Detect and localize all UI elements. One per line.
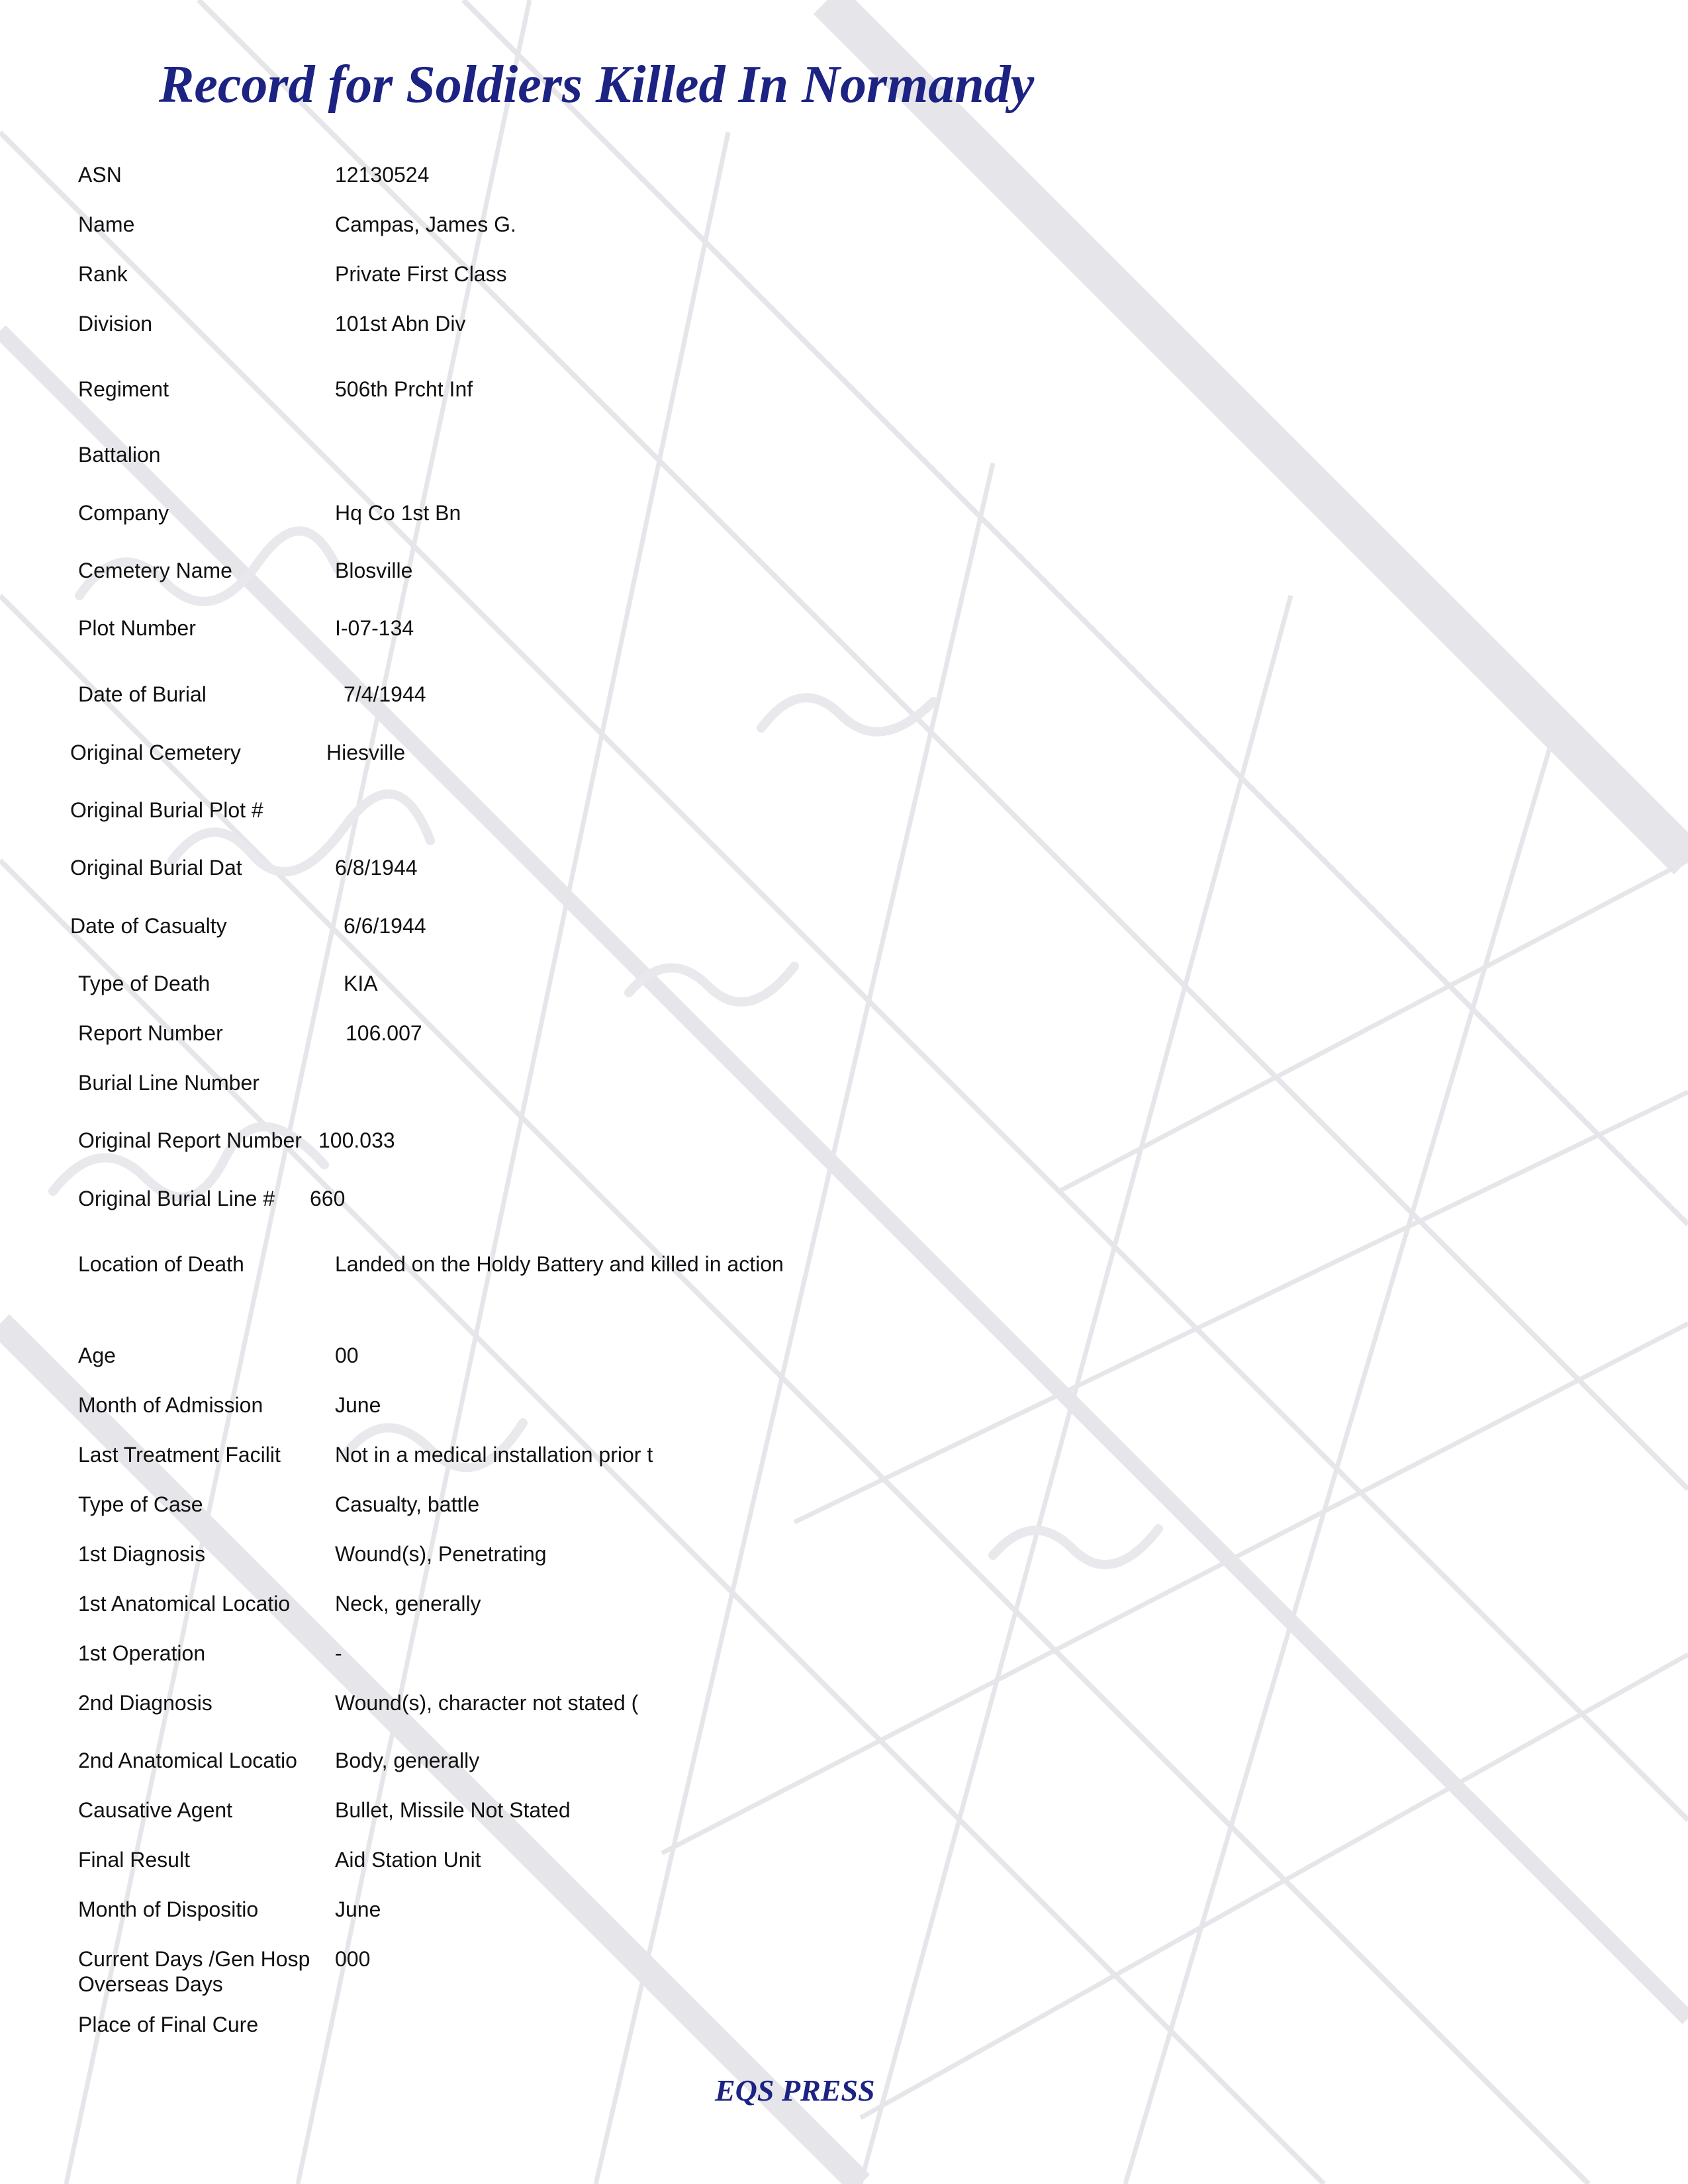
- field-value-original-burial-line: 660: [310, 1187, 346, 1210]
- field-value-company: Hq Co 1st Bn: [335, 501, 461, 525]
- field-value-rank: Private First Class: [335, 262, 507, 286]
- field-value-final-result: Aid Station Unit: [335, 1848, 481, 1872]
- field-label-type-of-case: Type of Case: [78, 1492, 203, 1516]
- field-value-date-of-casualty: 6/6/1944: [344, 914, 426, 938]
- field-value-1st-diagnosis: Wound(s), Penetrating: [335, 1542, 547, 1566]
- field-label-name: Name: [78, 212, 135, 236]
- field-label-age: Age: [78, 1343, 116, 1367]
- field-label-division: Division: [78, 312, 153, 336]
- field-label-date-of-burial: Date of Burial: [78, 682, 207, 706]
- field-label-date-of-casualty: Date of Casualty: [70, 914, 227, 938]
- field-value-causative-agent: Bullet, Missile Not Stated: [335, 1798, 571, 1822]
- page-title: Record for Soldiers Killed In Normandy: [159, 56, 1035, 114]
- field-value-report-number: 106.007: [346, 1021, 422, 1045]
- field-label-last-treatment-facility: Last Treatment Facilit: [78, 1443, 281, 1467]
- field-label-asn: ASN: [78, 163, 122, 187]
- field-label-place-of-final-cure: Place of Final Cure: [78, 2013, 259, 2036]
- field-label-report-number: Report Number: [78, 1021, 223, 1045]
- field-value-regiment: 506th Prcht Inf: [335, 377, 473, 401]
- field-label-original-cemetery: Original Cemetery: [70, 741, 241, 764]
- field-label-plot-number: Plot Number: [78, 616, 196, 640]
- field-label-overseas-days: Overseas Days: [78, 1972, 223, 1996]
- field-label-1st-anatomical-location: 1st Anatomical Locatio: [78, 1592, 291, 1615]
- field-label-company: Company: [78, 501, 169, 525]
- field-label-burial-line-number: Burial Line Number: [78, 1071, 259, 1095]
- field-value-cemetery-name: Blosville: [335, 559, 413, 582]
- field-label-original-burial-plot: Original Burial Plot #: [70, 798, 263, 822]
- field-label-month-of-admission: Month of Admission: [78, 1393, 263, 1417]
- field-label-2nd-diagnosis: 2nd Diagnosis: [78, 1691, 212, 1715]
- field-value-2nd-anatomical-location: Body, generally: [335, 1749, 480, 1772]
- field-label-1st-operation: 1st Operation: [78, 1641, 206, 1665]
- field-label-1st-diagnosis: 1st Diagnosis: [78, 1542, 206, 1566]
- field-label-original-burial-date: Original Burial Dat: [70, 856, 242, 880]
- field-value-name: Campas, James G.: [335, 212, 516, 236]
- field-value-original-cemetery: Hiesville: [326, 741, 406, 764]
- field-label-regiment: Regiment: [78, 377, 169, 401]
- field-value-asn: 12130524: [335, 163, 430, 187]
- field-value-1st-operation: -: [335, 1641, 342, 1665]
- field-label-month-of-disposition: Month of Dispositio: [78, 1897, 259, 1921]
- field-label-battalion: Battalion: [78, 443, 161, 467]
- field-value-1st-anatomical-location: Neck, generally: [335, 1592, 481, 1615]
- field-label-2nd-anatomical-location: 2nd Anatomical Locatio: [78, 1749, 297, 1772]
- field-value-age: 00: [335, 1343, 359, 1367]
- field-label-rank: Rank: [78, 262, 128, 286]
- field-value-type-of-death: KIA: [344, 972, 378, 995]
- field-value-original-burial-date: 6/8/1944: [335, 856, 418, 880]
- field-value-original-report-number: 100.033: [318, 1128, 395, 1152]
- field-value-type-of-case: Casualty, battle: [335, 1492, 480, 1516]
- publisher-footer: EQS PRESS: [715, 2073, 875, 2107]
- field-label-original-burial-line: Original Burial Line #: [78, 1187, 275, 1210]
- field-label-causative-agent: Causative Agent: [78, 1798, 233, 1822]
- field-value-month-of-admission: June: [335, 1393, 381, 1417]
- field-value-date-of-burial: 7/4/1944: [344, 682, 426, 706]
- field-value-month-of-disposition: June: [335, 1897, 381, 1921]
- field-value-location-of-death: Landed on the Holdy Battery and killed in action: [335, 1252, 784, 1276]
- field-value-last-treatment-facility: Not in a medical installation prior t: [335, 1443, 653, 1467]
- field-label-location-of-death: Location of Death: [78, 1252, 244, 1276]
- field-value-current-days-gen-hosp: 000: [335, 1947, 371, 1971]
- field-label-type-of-death: Type of Death: [78, 972, 211, 995]
- field-label-final-result: Final Result: [78, 1848, 190, 1872]
- field-label-current-days-gen-hosp: Current Days /Gen Hosp: [78, 1947, 310, 1971]
- field-label-original-report-number: Original Report Number: [78, 1128, 302, 1152]
- field-label-cemetery-name: Cemetery Name: [78, 559, 232, 582]
- field-value-plot-number: I-07-134: [335, 616, 414, 640]
- field-value-2nd-diagnosis: Wound(s), character not stated (: [335, 1691, 639, 1715]
- field-value-division: 101st Abn Div: [335, 312, 466, 336]
